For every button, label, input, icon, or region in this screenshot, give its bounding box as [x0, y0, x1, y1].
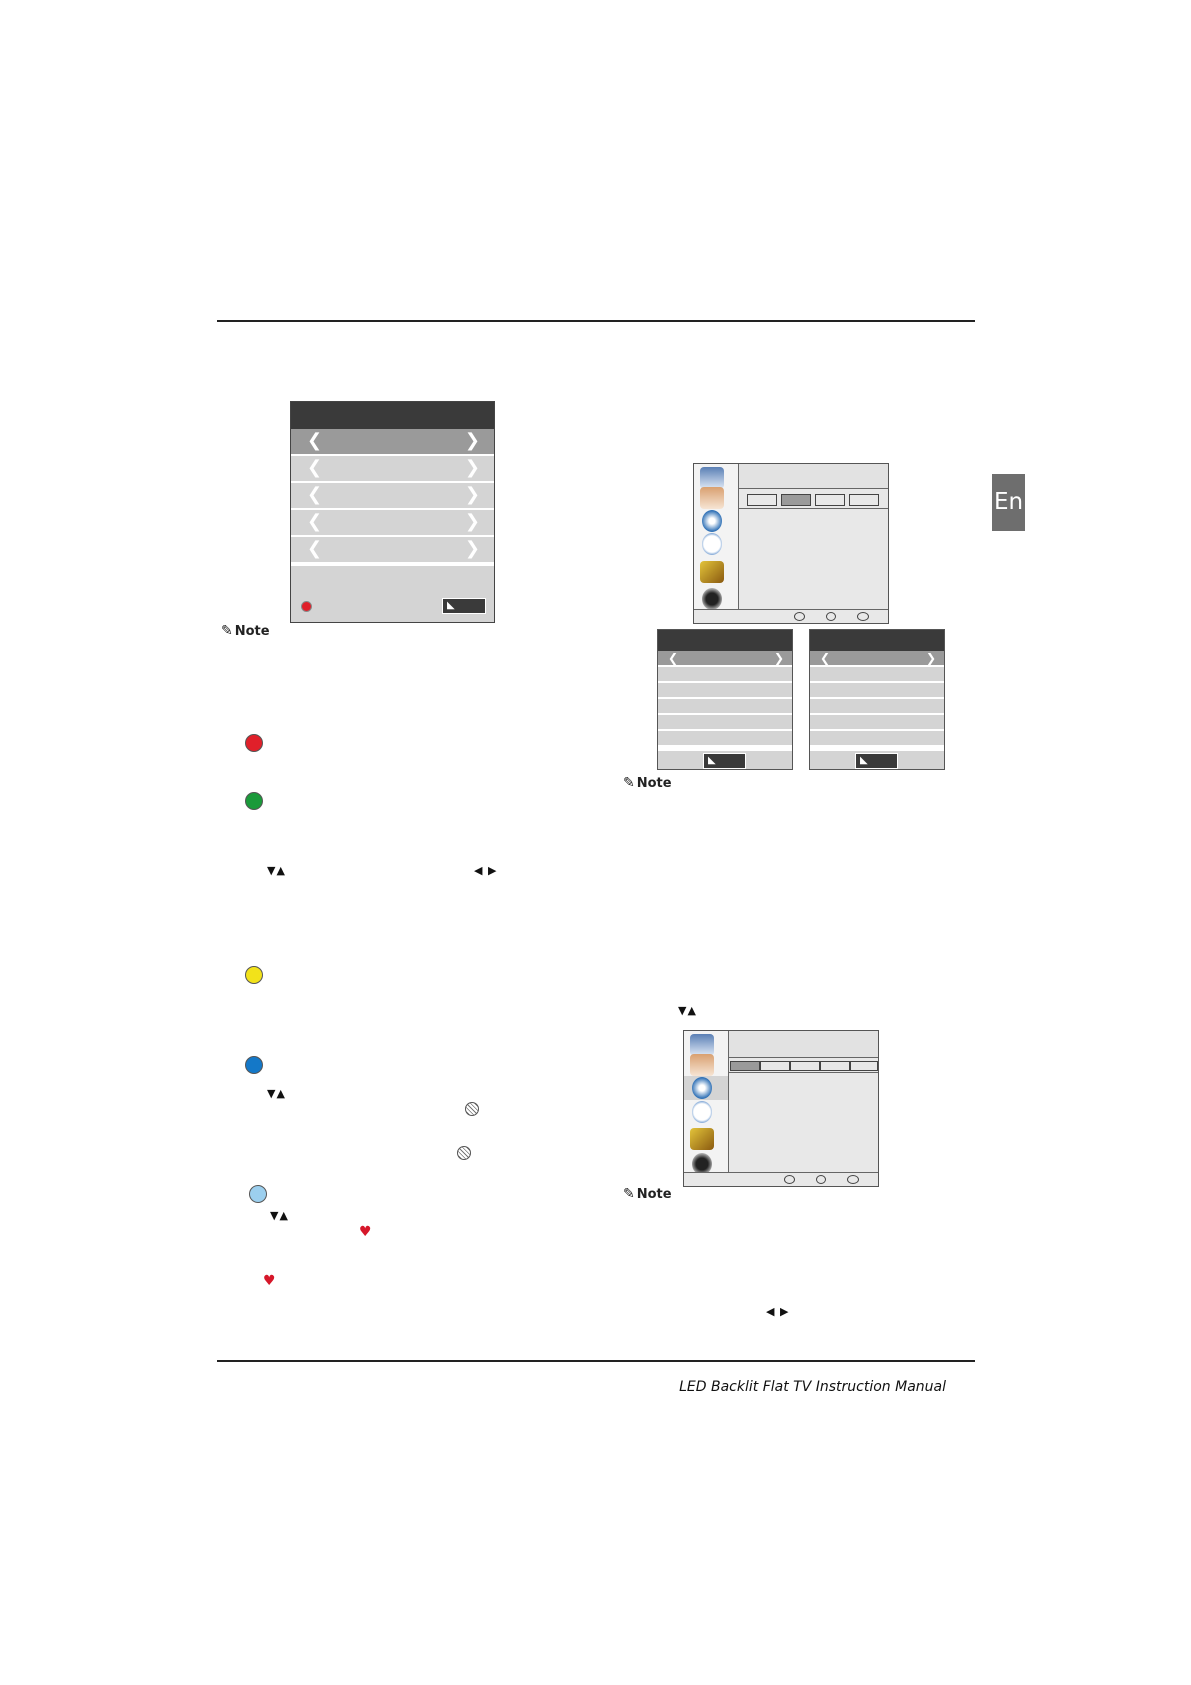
left-right-arrows-icon: ◀ ▶ — [474, 864, 498, 877]
osd-tab-2[interactable] — [781, 494, 811, 506]
red-indicator-icon — [301, 601, 312, 612]
chevron-right-icon[interactable]: ❯ — [464, 511, 480, 532]
back-button[interactable] — [855, 753, 898, 769]
submenu-row-1[interactable] — [810, 651, 944, 667]
bottom-rule — [217, 1360, 975, 1362]
yellow-button-icon — [245, 966, 263, 984]
osd-tab-5[interactable] — [850, 1061, 878, 1071]
submenu-header — [658, 630, 792, 651]
back-arrow-icon: ◣ — [708, 755, 716, 766]
red-button-icon — [245, 734, 263, 752]
down-up-arrows-icon: ▼▲ — [270, 1209, 289, 1222]
submenu-b — [809, 629, 945, 770]
picture-icon[interactable] — [700, 467, 724, 489]
menu-footer — [291, 566, 494, 622]
disc-icon — [465, 1102, 479, 1116]
submenu-row-5[interactable] — [658, 715, 792, 731]
tv-osd-screen-1 — [693, 463, 889, 624]
tv-osd-screen-2 — [683, 1030, 879, 1187]
note-heading-right-1: ✎ Note — [623, 775, 672, 791]
down-up-arrows-icon: ▼▲ — [678, 1004, 697, 1017]
down-up-arrows-icon: ▼▲ — [267, 864, 286, 877]
pencil-icon: ✎ — [221, 623, 233, 639]
back-arrow-icon: ◣ — [860, 755, 868, 766]
manual-footer-title: LED Backlit Flat TV Instruction Manual — [679, 1379, 946, 1395]
chevron-right-icon[interactable]: ❯ — [773, 651, 784, 665]
chevron-left-icon[interactable]: ❮ — [820, 651, 831, 665]
menu-row-4[interactable] — [291, 510, 494, 537]
osd-tab-3[interactable] — [790, 1061, 820, 1071]
submenu-row-6[interactable] — [658, 731, 792, 747]
sound-icon[interactable] — [690, 1054, 714, 1076]
ok-key-icon — [826, 612, 836, 621]
chevron-left-icon[interactable]: ❮ — [307, 457, 323, 478]
submenu-row-3[interactable] — [810, 683, 944, 699]
menu-row-5[interactable] — [291, 537, 494, 564]
submenu-row-1[interactable] — [658, 651, 792, 667]
menu-key-icon — [794, 612, 805, 621]
osd-title-bar — [729, 1031, 878, 1058]
submenu-row-3[interactable] — [658, 683, 792, 699]
language-tab: En — [992, 474, 1025, 531]
heart-icon: ♥ — [359, 1224, 372, 1240]
picture-icon[interactable] — [690, 1034, 714, 1056]
pencil-icon: ✎ — [623, 1186, 635, 1202]
submenu-a — [657, 629, 793, 770]
osd-title-bar — [739, 464, 888, 489]
chevron-left-icon[interactable]: ❮ — [668, 651, 679, 665]
sound-icon[interactable] — [700, 487, 724, 509]
osd-hint-bar — [694, 609, 888, 623]
chevron-left-icon[interactable]: ❮ — [307, 430, 323, 451]
submenu-header — [810, 630, 944, 651]
exit-key-icon — [847, 1175, 859, 1184]
light-blue-button-icon — [249, 1185, 267, 1203]
submenu-row-5[interactable] — [810, 715, 944, 731]
submenu-row-4[interactable] — [658, 699, 792, 715]
submenu-row-2[interactable] — [810, 667, 944, 683]
submenu-row-4[interactable] — [810, 699, 944, 715]
chevron-right-icon[interactable]: ❯ — [925, 651, 936, 665]
menu-row-3[interactable] — [291, 483, 494, 510]
submenu-row-2[interactable] — [658, 667, 792, 683]
note-heading-left: ✎ Note — [221, 623, 270, 639]
setup-icon[interactable] — [700, 561, 724, 583]
back-button[interactable] — [703, 753, 746, 769]
submenu-footer — [810, 751, 944, 769]
note-heading-right-2: ✎ Note — [623, 1186, 672, 1202]
osd-content-divider — [729, 1072, 878, 1073]
channel-icon[interactable] — [692, 1077, 712, 1099]
menu-header — [291, 402, 494, 429]
ok-key-icon — [816, 1175, 826, 1184]
osd-tab-4[interactable] — [820, 1061, 850, 1071]
menu-key-icon — [784, 1175, 795, 1184]
chevron-left-icon[interactable]: ❮ — [307, 511, 323, 532]
time-icon[interactable] — [702, 533, 722, 555]
channel-menu-panel — [290, 401, 495, 623]
heart-icon: ♥ — [263, 1273, 276, 1289]
osd-tab-2[interactable] — [760, 1061, 790, 1071]
osd-tab-3[interactable] — [815, 494, 845, 506]
chevron-right-icon[interactable]: ❯ — [464, 457, 480, 478]
back-button[interactable] — [442, 598, 486, 614]
left-right-arrows-icon: ◀ ▶ — [766, 1305, 790, 1318]
chevron-left-icon[interactable]: ❮ — [307, 484, 323, 505]
blue-button-icon — [245, 1056, 263, 1074]
time-icon[interactable] — [692, 1101, 712, 1123]
menu-row-2[interactable] — [291, 456, 494, 483]
channel-icon[interactable] — [702, 510, 722, 532]
osd-hint-bar — [684, 1172, 878, 1186]
down-up-arrows-icon: ▼▲ — [267, 1087, 286, 1100]
lock-icon[interactable] — [702, 588, 722, 610]
submenu-footer — [658, 751, 792, 769]
setup-icon[interactable] — [690, 1128, 714, 1150]
green-button-icon — [245, 792, 263, 810]
osd-tab-4[interactable] — [849, 494, 879, 506]
top-rule — [217, 320, 975, 322]
osd-content-divider — [739, 508, 888, 509]
back-arrow-icon: ◣ — [447, 600, 455, 611]
exit-key-icon — [857, 612, 869, 621]
menu-row-1[interactable] — [291, 429, 494, 456]
submenu-row-6[interactable] — [810, 731, 944, 747]
chevron-right-icon[interactable]: ❯ — [464, 430, 480, 451]
chevron-left-icon[interactable]: ❮ — [307, 538, 323, 559]
osd-tab-1[interactable] — [747, 494, 777, 506]
osd-tab-1[interactable] — [730, 1061, 760, 1071]
chevron-right-icon[interactable]: ❯ — [464, 538, 480, 559]
pencil-icon: ✎ — [623, 775, 635, 791]
chevron-right-icon[interactable]: ❯ — [464, 484, 480, 505]
disc-icon — [457, 1146, 471, 1160]
